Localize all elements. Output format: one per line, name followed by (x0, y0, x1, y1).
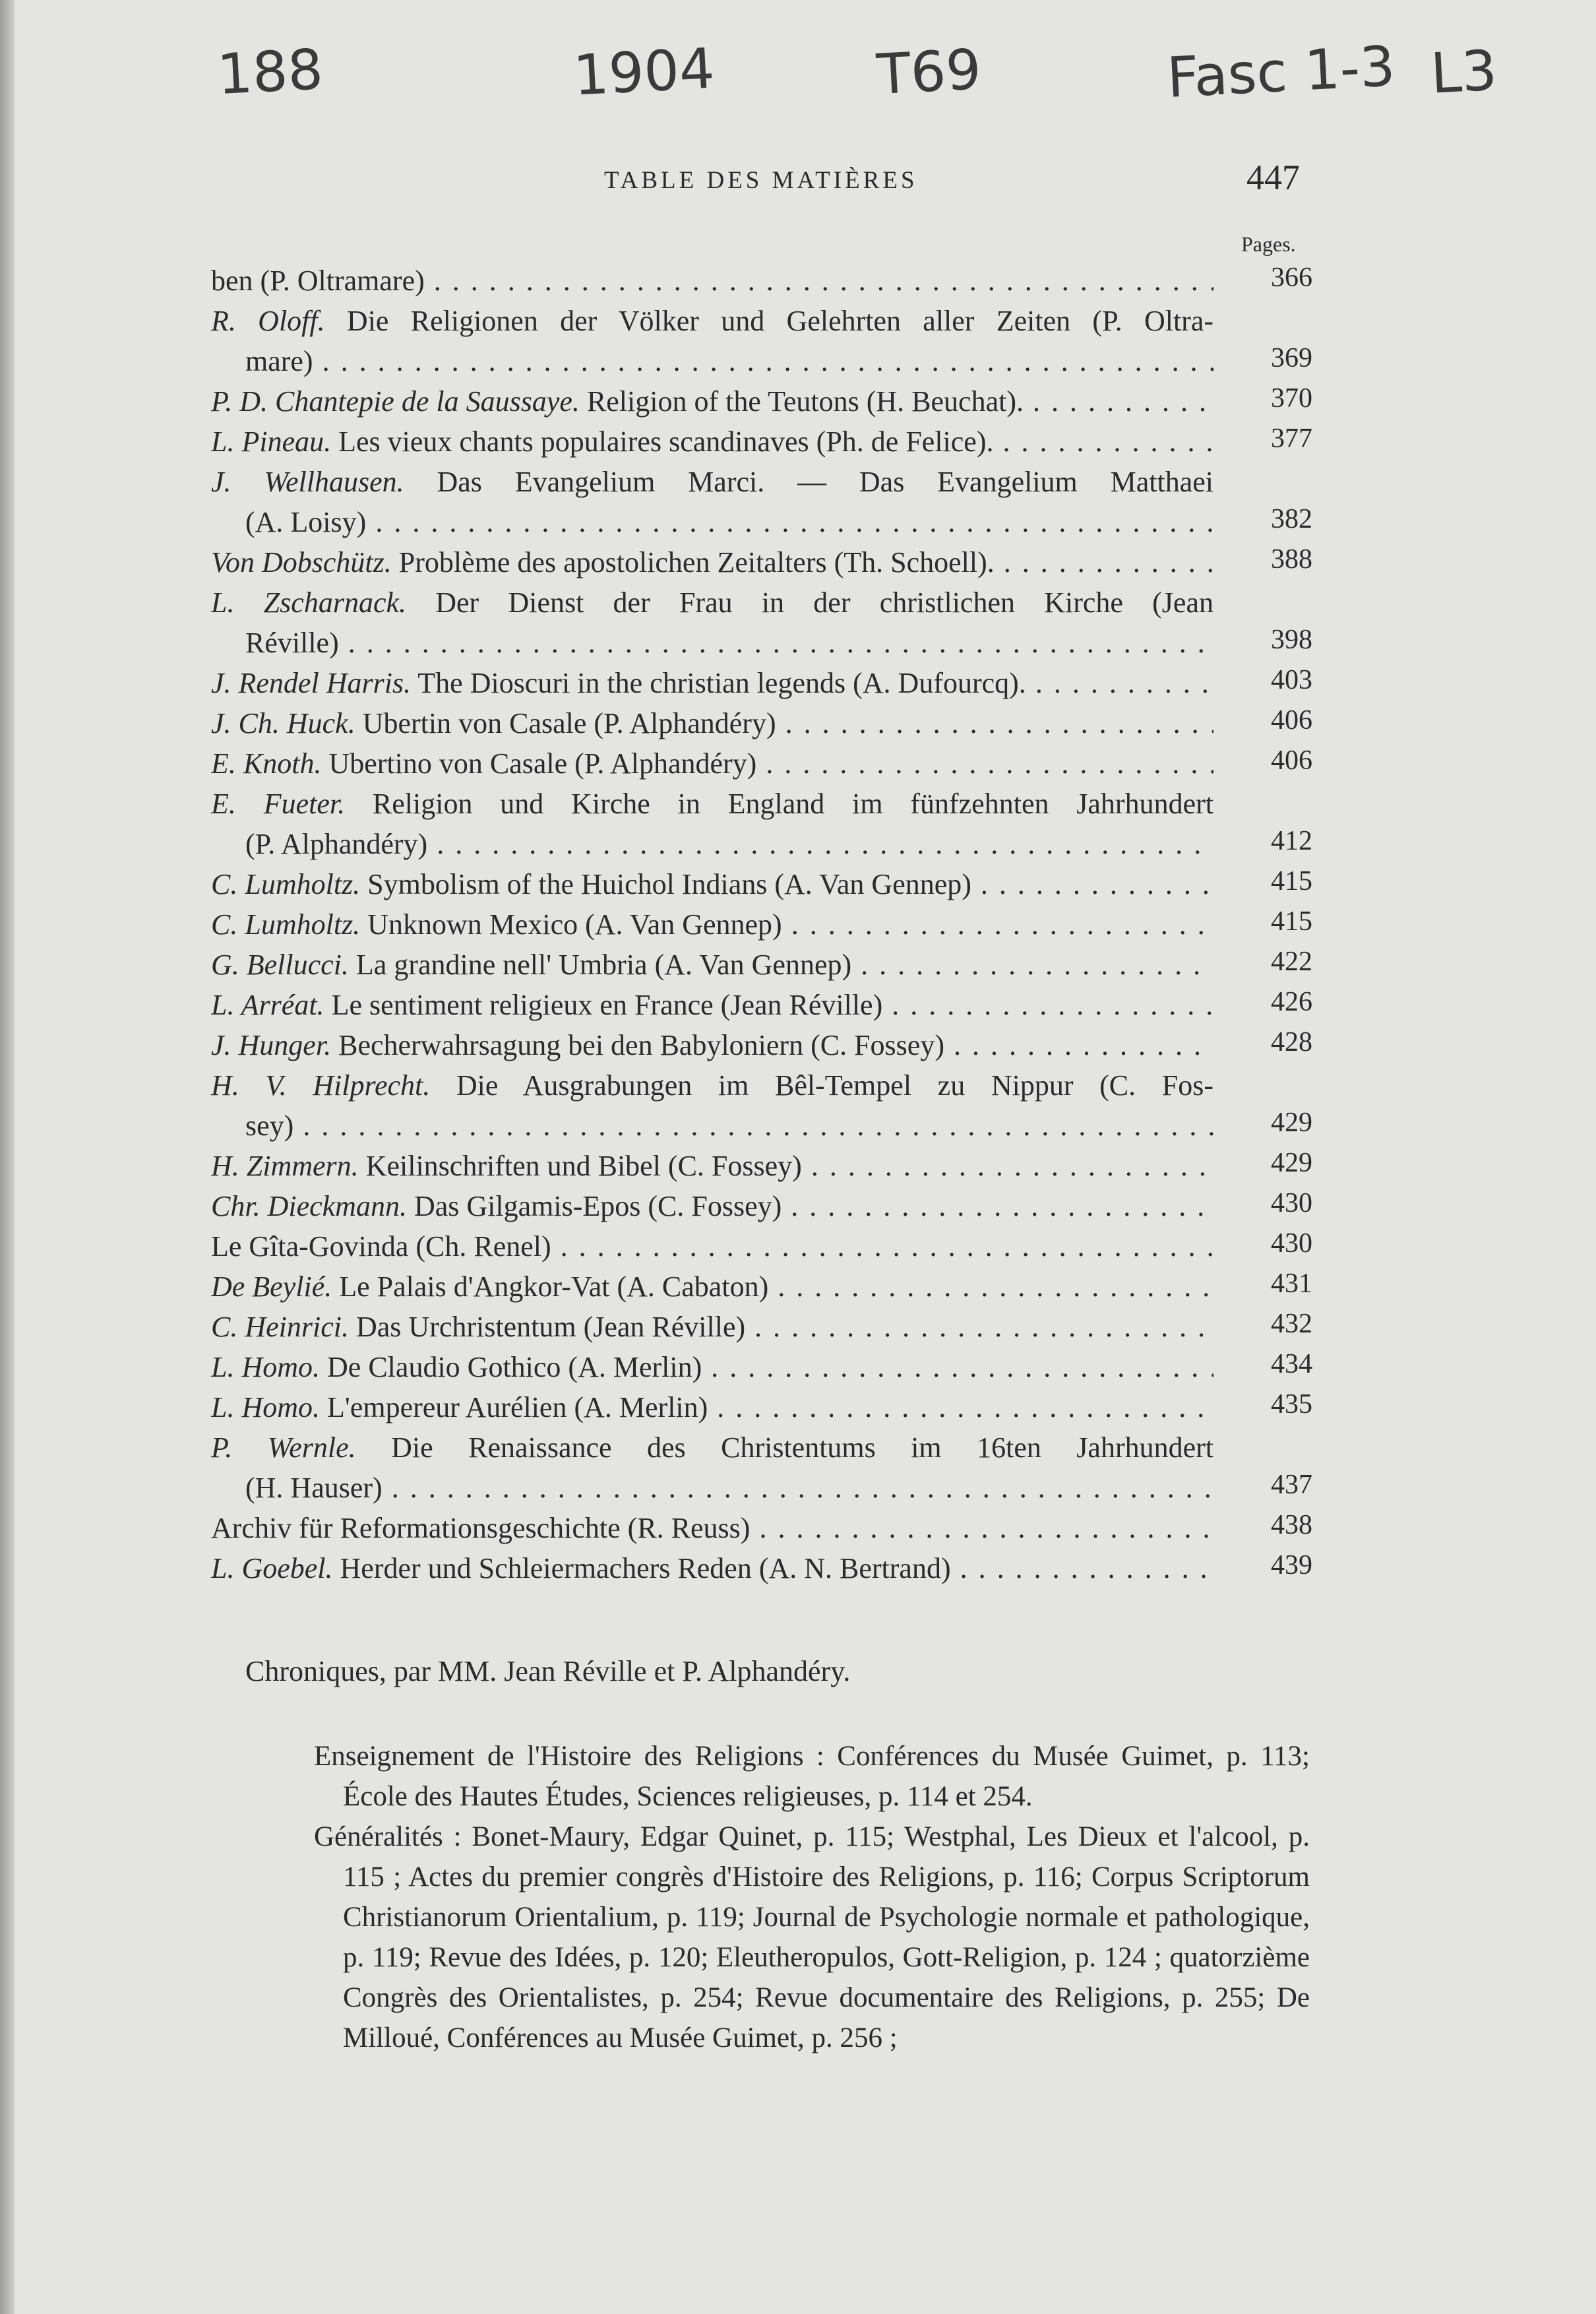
toc-entry-author: De Beylié. (211, 1270, 332, 1303)
toc-entry-page: 370 (1271, 383, 1312, 414)
toc-entry-page: 366 (1271, 263, 1312, 293)
toc-entry-text: Die Ausgrabungen im Bêl-Tempel zu Nippur (C. Fos- (456, 1069, 1214, 1102)
toc-entry-line (211, 703, 1213, 743)
toc-entry-line (211, 1347, 1213, 1387)
toc-entry (211, 422, 1312, 462)
toc-entry-text: De Claudio Gothico (A. Merlin) (327, 1351, 702, 1383)
toc-entry-author: C. Lumholtz. (211, 868, 361, 900)
handwritten-annotation: 188 (215, 36, 325, 108)
toc-entry (211, 301, 1312, 381)
toc-entry (211, 1548, 1312, 1588)
toc-entry (211, 1025, 1312, 1065)
toc-entry-text: Le Gîta-Govinda (Ch. Renel) (211, 1230, 551, 1263)
toc-entry-page: 415 (1271, 906, 1312, 937)
toc-entry-text: Religion und Kirche in England im fünfzehnten Jahrhundert (372, 788, 1213, 820)
toc-entry-text: Problème des apostolichen Zeitalters (Th. Schoell). (398, 546, 995, 578)
toc-entry (211, 663, 1312, 703)
toc-entry-page: 388 (1271, 544, 1312, 575)
page-spine-shadow (0, 0, 15, 2314)
handwritten-annotation: T69 (875, 36, 983, 108)
toc-entry (211, 1387, 1312, 1427)
toc-entry-author: E. Knoth. (211, 747, 322, 780)
toc-entry-text: Réville) (245, 627, 339, 659)
toc-entry-line (211, 1266, 1213, 1307)
chroniques-paragraph: Enseignement de l'Histoire des Religions : Conférences du Musée Guimet, p. 113; École des Hautes Études, Sciences religieuses, p. 114 et 254. (314, 1741, 1310, 1812)
toc-entry-author: P. Wernle. (211, 1431, 356, 1464)
toc-entry (211, 261, 1312, 301)
toc-entry-line (211, 1186, 1213, 1226)
toc-entry-text: Das Gilgamis-Epos (C. Fossey) (414, 1190, 782, 1222)
toc-entry-author: J. Wellhausen. (211, 466, 404, 498)
toc-entry-text: Ubertin von Casale (P. Alphandéry) (362, 707, 776, 739)
toc-entry-author: Von Dobschütz. (211, 546, 392, 578)
toc-entry-line (211, 743, 1213, 784)
toc-entry-line (211, 1548, 1213, 1588)
toc-entry (211, 1266, 1312, 1307)
toc-entry-page: 432 (1271, 1309, 1312, 1339)
handwritten-annotation: Fasc 1-3 (1165, 34, 1397, 111)
toc-entry-author: L. Pineau. (211, 425, 332, 458)
toc-entry (211, 784, 1312, 864)
toc-entry-author: H. V. Hilprecht. (211, 1069, 431, 1102)
toc-entry-author: C. Heinrici. (211, 1311, 349, 1343)
toc-entry-author: L. Homo. (211, 1351, 321, 1383)
toc-entry-line (211, 1025, 1213, 1065)
toc-entry-line (211, 985, 1213, 1025)
toc-entry-page: 406 (1271, 745, 1312, 776)
toc-entry-text: sey) (245, 1110, 294, 1142)
toc-entry-line (211, 1146, 1213, 1186)
toc-entry-line (211, 1065, 1213, 1106)
toc-entry-line (211, 663, 1213, 703)
toc-entry (211, 1186, 1312, 1226)
toc-entry-page: 382 (1271, 504, 1312, 534)
toc-entry-author: C. Lumholtz. (211, 908, 361, 941)
toc-entry-line (211, 864, 1213, 904)
toc-entry-page: 434 (1271, 1349, 1312, 1379)
toc-entry (211, 1146, 1312, 1186)
table-of-contents (211, 261, 1312, 1588)
toc-entry-page: 439 (1271, 1550, 1312, 1580)
toc-entry (211, 945, 1312, 985)
toc-entry-page: 428 (1271, 1027, 1312, 1057)
toc-entry-author: L. Goebel. (211, 1552, 333, 1584)
toc-entry-line (211, 462, 1213, 502)
page-number: 447 (1246, 158, 1300, 197)
toc-entry-text: Le sentiment religieux en France (Jean Réville) (331, 989, 883, 1021)
toc-entry-page: 426 (1271, 987, 1312, 1017)
toc-entry-author: J. Ch. Huck. (211, 707, 355, 739)
toc-entry-page: 403 (1271, 665, 1312, 695)
toc-entry-line (211, 945, 1213, 985)
chroniques-heading: Chroniques, par MM. Jean Réville et P. Alphandéry. (245, 1655, 851, 1687)
toc-entry-line (211, 301, 1213, 341)
toc-entry (211, 1508, 1312, 1548)
toc-entry (211, 1226, 1312, 1266)
toc-entry-text: Unknown Mexico (A. Van Gennep) (367, 908, 782, 941)
toc-entry-line (211, 1226, 1213, 1266)
handwritten-annotation: L3 (1428, 38, 1499, 106)
toc-entry-line (211, 784, 1213, 824)
toc-entry-author: L. Arréat. (211, 989, 324, 1021)
handwritten-annotation: 1904 (572, 36, 716, 108)
toc-entry-line (211, 502, 1213, 542)
toc-entry-text: (A. Loisy) (245, 506, 367, 538)
toc-entry-author: Chr. Dieckmann. (211, 1190, 407, 1222)
toc-entry-page: 429 (1271, 1148, 1312, 1178)
toc-entry-text: Der Dienst der Frau in der christlichen Kirche (Jean (435, 586, 1213, 619)
toc-entry (211, 743, 1312, 784)
toc-entry-page: 369 (1271, 343, 1312, 373)
toc-entry-text: Les vieux chants populaires scandinaves (Ph. de Felice). (338, 425, 994, 458)
toc-entry-text: Die Renaissance des Christentums im 16ten Jahrhundert (391, 1431, 1214, 1464)
toc-entry-page: 430 (1271, 1228, 1312, 1259)
toc-entry-author: J. Hunger. (211, 1029, 332, 1061)
toc-entry-text: La grandine nell' Umbria (A. Van Gennep) (355, 949, 852, 981)
toc-entry-author: R. Oloff. (211, 305, 325, 337)
toc-entry-line (211, 422, 1213, 462)
toc-entry-page: 435 (1271, 1389, 1312, 1420)
toc-entry-author: P. D. Chantepie de la Saussaye. (211, 385, 580, 418)
toc-entry-line (211, 824, 1213, 864)
toc-entry-author: E. Fueter. (211, 788, 346, 820)
toc-entry (211, 542, 1312, 582)
chroniques-paragraph: Généralités : Bonet-Maury, Edgar Quinet, p. 115; Westphal, Les Dieux et l'alcool, p. 115 ; Actes du premier congrès d'Histoire des Religions, p. 116; Corpus Scriptorum Christianorum Orientalium, p. 119; Journal de Psychologie normale et pathologique, p. 119; Revue des Idées, p. 120; Eleutheropulos, Gott-Religion, p. 124 ; quatorzième Congrès des Orientalistes, p. 254; Revue documentaire des Religions, p. 255; De Milloué, Conférences au Musée Guimet, p. 256 ; (314, 1821, 1310, 2053)
toc-entry (211, 985, 1312, 1025)
toc-entry-line (211, 623, 1213, 663)
toc-entry (211, 703, 1312, 743)
toc-entry-text: Symbolism of the Huichol Indians (A. Van Gennep) (367, 868, 971, 900)
toc-entry-text: Religion of the Teutons (H. Beuchat). (586, 385, 1024, 418)
toc-entry (211, 864, 1312, 904)
toc-entry-text: L'empereur Aurélien (A. Merlin) (327, 1391, 708, 1423)
pages-column-label: Pages. (1241, 232, 1296, 256)
toc-entry-author: L. Zscharnack. (211, 586, 407, 619)
toc-entry-text: Herder und Schleiermachers Reden (A. N. Bertrand) (340, 1552, 951, 1584)
toc-entry-line (211, 582, 1213, 623)
toc-entry-text: Das Urchristentum (Jean Réville) (355, 1311, 746, 1343)
toc-entry (211, 1065, 1312, 1146)
toc-entry-text: Ubertino von Casale (P. Alphandéry) (328, 747, 757, 780)
toc-entry-text: Keilinschriften und Bibel (C. Fossey) (365, 1150, 802, 1182)
toc-entry-page: 415 (1271, 866, 1312, 896)
toc-entry-line (211, 1468, 1213, 1508)
toc-entry-page: 429 (1271, 1108, 1312, 1138)
toc-entry-page: 422 (1271, 947, 1312, 977)
toc-entry-line (211, 1307, 1213, 1347)
toc-entry-author: G. Bellucci. (211, 949, 349, 981)
toc-entry (211, 1347, 1312, 1387)
toc-entry-page: 431 (1271, 1268, 1312, 1299)
toc-entry-page: 438 (1271, 1510, 1312, 1540)
toc-entry (211, 904, 1312, 945)
toc-entry-text: Archiv für Reformationsgeschichte (R. Reuss) (211, 1512, 751, 1544)
toc-entry-line (211, 1427, 1213, 1468)
toc-entry-line (211, 381, 1213, 422)
toc-entry-line (211, 1508, 1213, 1548)
toc-entry (211, 1307, 1312, 1347)
toc-entry-text: Das Evangelium Marci. — Das Evangelium Matthaei (437, 466, 1213, 498)
toc-entry-text: (H. Hauser) (245, 1472, 383, 1504)
toc-entry (211, 381, 1312, 422)
toc-entry-line (211, 341, 1213, 381)
toc-entry-text: Becherwahrsagung bei den Babyloniern (C. Fossey) (338, 1029, 944, 1061)
toc-entry-text: Le Palais d'Angkor-Vat (A. Cabaton) (339, 1270, 769, 1303)
chroniques-body (314, 1736, 1310, 2058)
toc-entry-page: 406 (1271, 705, 1312, 735)
toc-entry-line (211, 904, 1213, 945)
toc-entry-text: Die Religionen der Völker und Gelehrten aller Zeiten (P. Oltra- (346, 305, 1214, 337)
toc-entry-page: 398 (1271, 625, 1312, 655)
toc-entry-page: 437 (1271, 1470, 1312, 1500)
running-header-title: TABLE DES MATIÈRES (604, 167, 918, 194)
toc-entry-line (211, 1106, 1213, 1146)
toc-entry-line (211, 261, 1213, 301)
toc-entry (211, 582, 1312, 663)
toc-entry-page: 377 (1271, 423, 1312, 454)
toc-entry-text: ben (P. Oltramare) (211, 265, 425, 297)
toc-entry-line (211, 1387, 1213, 1427)
toc-entry-line (211, 542, 1213, 582)
toc-entry (211, 1427, 1312, 1508)
toc-entry-page: 412 (1271, 826, 1312, 856)
toc-entry-text: mare) (245, 345, 313, 377)
toc-entry-text: The Dioscuri in the christian legends (A. Dufourcq). (417, 667, 1026, 699)
toc-entry-page: 430 (1271, 1188, 1312, 1218)
toc-entry-author: J. Rendel Harris. (211, 667, 412, 699)
toc-entry-text: (P. Alphandéry) (245, 828, 428, 860)
toc-entry-author: H. Zimmern. (211, 1150, 359, 1182)
toc-entry (211, 462, 1312, 542)
toc-entry-author: L. Homo. (211, 1391, 321, 1423)
